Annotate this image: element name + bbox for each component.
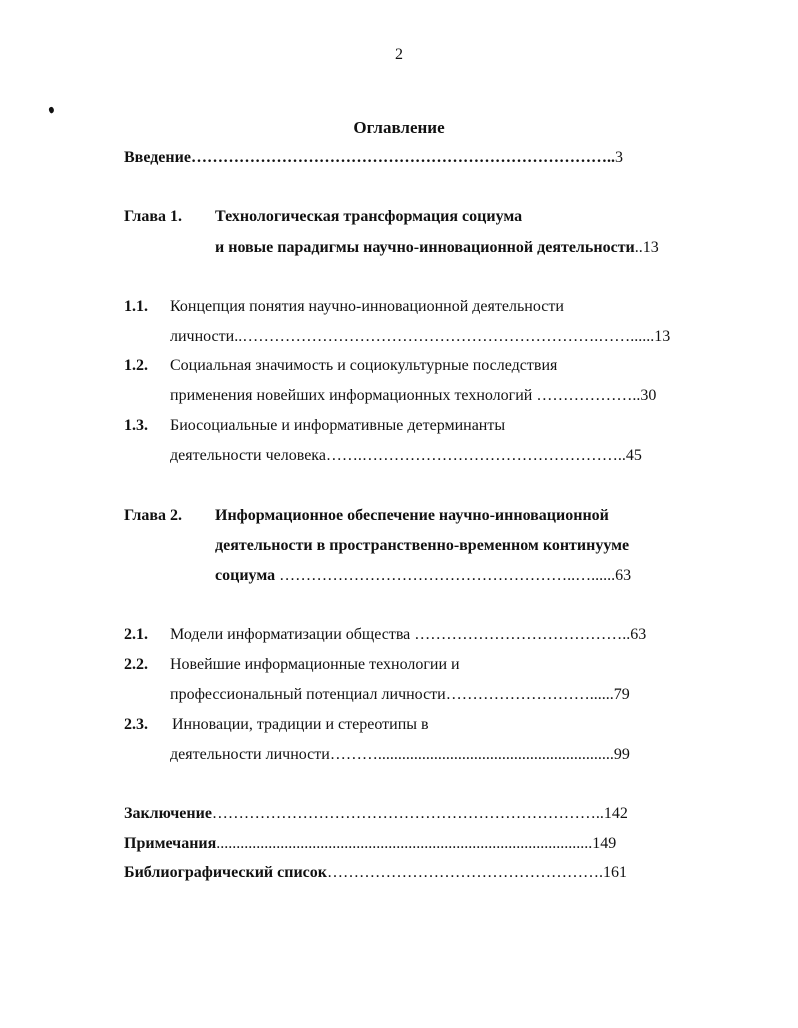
chapter-2-title-line3	[215, 565, 631, 587]
page-number: 2	[395, 46, 403, 63]
entry-text: Библиографический список	[124, 864, 327, 881]
page-ref: 161	[602, 864, 627, 881]
entry-text: профессиональный потенциал личности	[170, 686, 446, 703]
section-2-3-number: 2.3.	[124, 716, 148, 733]
page-ref: 45	[625, 447, 642, 464]
leader-dots: ………………………………………………………………..	[211, 805, 604, 822]
section-1-1-line1: Концепция понятия научно-инновационной деятельности	[170, 298, 564, 315]
chapter-2-title-line2: деятельности в пространственно-временном континууме	[215, 537, 630, 554]
section-2-1-line1	[170, 624, 646, 646]
page-ref: 30	[640, 387, 657, 404]
entry-text: применения новейших информационных технологий	[170, 387, 537, 404]
section-2-3-line2	[170, 744, 630, 766]
page-ref: 63	[615, 567, 632, 584]
section-1-2-number: 1.2.	[124, 357, 148, 374]
section-1-1-line2	[170, 326, 670, 348]
scan-speck	[48, 106, 55, 114]
chapter-1-title-line2	[215, 237, 659, 259]
leader-dots: ..………………………………………………………….……......	[234, 328, 655, 345]
page-ref: 13	[642, 239, 659, 256]
page-ref: 63	[630, 626, 647, 643]
entry-text: Введение	[124, 149, 191, 166]
page-title: Оглавление	[353, 118, 445, 137]
page-ref: 149	[592, 835, 617, 852]
entry-text: социума	[215, 567, 280, 584]
page-ref: 79	[613, 686, 630, 703]
chapter-1-title-line1: Технологическая трансформация социума	[215, 208, 523, 225]
page-ref: 99	[613, 746, 630, 763]
section-1-3-line2	[170, 445, 642, 467]
toc-entry-conclusion	[124, 803, 628, 825]
leader-dots: ………………………......	[445, 686, 614, 703]
leader-dots: ………………………………………………..…......	[279, 567, 616, 584]
chapter-2-title-line1: Информационное обеспечение научно-инновационной	[215, 507, 609, 524]
leader-dots: …….…………………………………………..	[325, 447, 626, 464]
section-2-2-line2	[170, 684, 630, 706]
section-2-2-number: 2.2.	[124, 656, 148, 673]
leader-dots: …………………………………..	[414, 626, 631, 643]
leader-dots: ………………..	[536, 387, 641, 404]
page-ref: 142	[603, 805, 628, 822]
section-2-2-line1: Новейшие информационные технологии и	[170, 656, 460, 673]
leader-dots: …………………………………………….	[326, 864, 603, 881]
entry-text: Заключение	[124, 805, 212, 822]
section-1-1-number: 1.1.	[124, 298, 148, 315]
entry-text: Модели информатизации общества	[170, 626, 415, 643]
section-1-2-line2	[170, 385, 656, 407]
entry-text: и новые парадигмы научно-инновационной деятельности	[215, 239, 635, 256]
section-1-3-line1: Биосоциальные и информативные детерминанты	[170, 417, 506, 434]
leader-dots: ………...........................................................	[329, 746, 614, 763]
section-1-3-number: 1.3.	[124, 417, 148, 434]
leader-dots: ..............................................................................................	[216, 835, 593, 852]
leader-dots: ……………………………………………………………………..	[190, 149, 615, 166]
entry-text: Примечания	[124, 835, 217, 852]
entry-text: деятельности личности	[170, 746, 330, 763]
toc-entry-intro	[124, 147, 623, 169]
section-2-3-line1: Инновации, традиции и стереотипы в	[172, 716, 429, 733]
leader-dots: ..	[634, 239, 643, 256]
section-1-2-line1: Социальная значимость и социокультурные последствия	[170, 357, 558, 374]
chapter-2-label: Глава 2.	[124, 507, 182, 524]
entry-text: деятельности человека	[170, 447, 326, 464]
toc-entry-notes	[124, 833, 616, 855]
page-ref: 13	[654, 328, 671, 345]
page-ref: 3	[614, 149, 623, 166]
chapter-1-label: Глава 1.	[124, 208, 182, 225]
entry-text: личности	[170, 328, 235, 345]
toc-entry-bibliography	[124, 862, 627, 884]
section-2-1-number: 2.1.	[124, 626, 148, 643]
